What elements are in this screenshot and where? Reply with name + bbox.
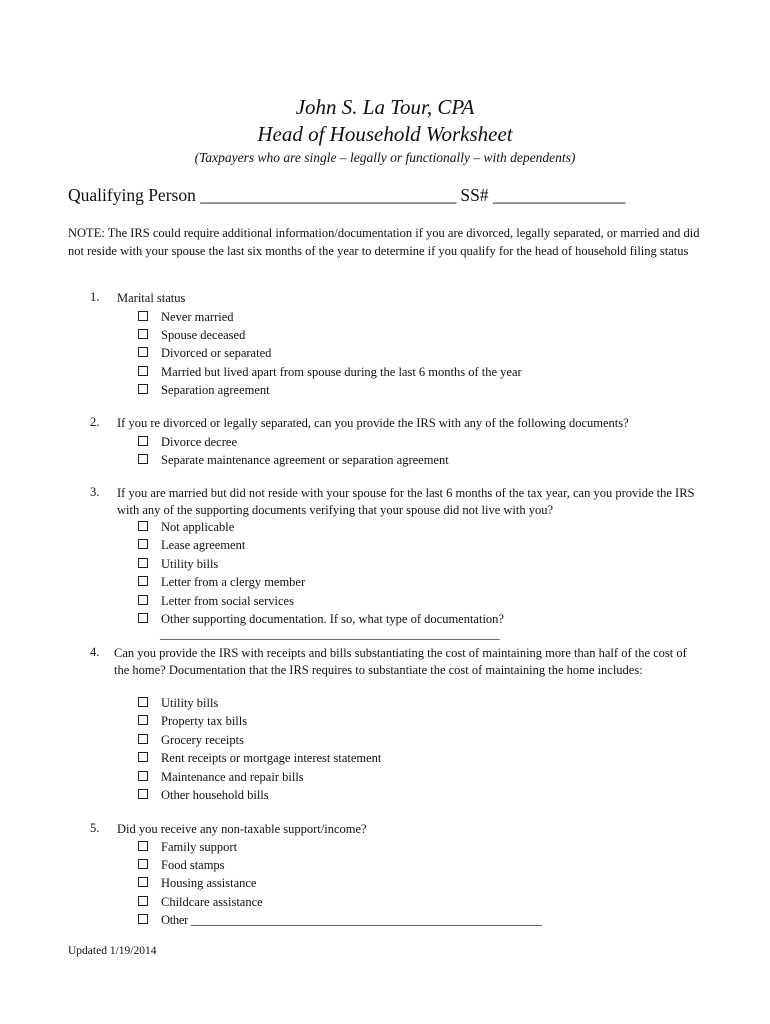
checkbox[interactable] bbox=[138, 771, 148, 781]
checkbox-option[interactable] bbox=[138, 573, 305, 592]
checkbox-option[interactable] bbox=[138, 786, 269, 805]
option-label: Other household bills bbox=[161, 788, 269, 802]
checkbox[interactable] bbox=[138, 715, 148, 725]
option-label: Utility bills bbox=[161, 696, 219, 710]
checkbox[interactable] bbox=[138, 789, 148, 799]
qualifying-person-label: Qualifying Person bbox=[68, 185, 196, 205]
option-label: Not applicable bbox=[161, 520, 235, 534]
checkbox[interactable] bbox=[138, 841, 148, 851]
irs-note: NOTE: The IRS could require additional information/documentation if you are divorced, legally separated, or married and did not reside with your spouse the last six months of the year to determine if you qualify for the head of household filing status bbox=[68, 226, 700, 258]
checkbox[interactable] bbox=[138, 454, 148, 464]
question-number: 3. bbox=[90, 485, 100, 499]
checkbox-option[interactable] bbox=[138, 451, 449, 470]
question-text: If you are married but did not reside with your spouse for the last 6 months of the tax year, can you provide the IRS with any of the supporting documents verifying that your spouse did not live with you? bbox=[117, 486, 695, 517]
ss-field[interactable]: ________________ bbox=[492, 185, 625, 205]
checkbox[interactable] bbox=[138, 521, 148, 531]
checkbox-option[interactable] bbox=[138, 610, 504, 629]
ss-label: SS# bbox=[460, 185, 489, 205]
option-label: Letter from social services bbox=[161, 594, 294, 608]
option-label: Childcare assistance bbox=[161, 895, 263, 909]
checkbox[interactable] bbox=[138, 558, 148, 568]
checkbox[interactable] bbox=[138, 311, 148, 321]
option-label: Other supporting documentation. If so, what type of documentation? bbox=[161, 612, 504, 626]
updated-date: Updated 1/19/2014 bbox=[68, 945, 157, 957]
checkbox[interactable] bbox=[138, 914, 148, 924]
option-label: Divorced or separated bbox=[161, 346, 272, 360]
question-text: Marital status bbox=[117, 291, 186, 305]
checkbox-option[interactable] bbox=[138, 308, 234, 327]
checkbox-option[interactable] bbox=[138, 856, 225, 875]
checkbox[interactable] bbox=[138, 366, 148, 376]
checkbox[interactable] bbox=[138, 384, 148, 394]
checkbox[interactable] bbox=[138, 539, 148, 549]
checkbox-option[interactable] bbox=[138, 555, 218, 574]
qualifying-person-row bbox=[68, 185, 625, 206]
document-subtitle: (Taxpayers who are single – legally or functionally – with dependents) bbox=[194, 150, 576, 165]
question-text: Can you provide the IRS with receipts and bills substantiating the cost of maintaining more than half of the cost of the home? Documentation that the IRS requires to substantiate the cost of maintaining the home includes: bbox=[114, 646, 687, 677]
checkbox[interactable] bbox=[138, 576, 148, 586]
checkbox-option[interactable] bbox=[138, 731, 244, 750]
checkbox-option[interactable] bbox=[138, 326, 245, 345]
checkbox-option[interactable] bbox=[138, 712, 247, 731]
checkbox-option[interactable] bbox=[138, 768, 304, 787]
option-label: Separation agreement bbox=[161, 383, 270, 397]
qualifying-person-field[interactable]: _______________________________ bbox=[200, 185, 456, 205]
option-label: Food stamps bbox=[161, 858, 225, 872]
question-text: If you re divorced or legally separated, can you provide the IRS with any of the following documents? bbox=[117, 416, 629, 430]
question-number: 5. bbox=[90, 821, 100, 835]
option-label: Divorce decree bbox=[161, 435, 237, 449]
question-number: 1. bbox=[90, 290, 100, 304]
option-label: Other ___________________________________________________________ bbox=[161, 913, 542, 927]
checkbox-option[interactable] bbox=[138, 518, 234, 537]
checkbox[interactable] bbox=[138, 347, 148, 357]
checkbox-option[interactable] bbox=[138, 592, 294, 611]
question-number: 2. bbox=[90, 415, 100, 429]
checkbox[interactable] bbox=[138, 896, 148, 906]
option-label: Maintenance and repair bills bbox=[161, 770, 304, 784]
checkbox-option[interactable] bbox=[138, 433, 237, 452]
option-label: Spouse deceased bbox=[161, 328, 246, 342]
checkbox[interactable] bbox=[138, 329, 148, 339]
checkbox[interactable] bbox=[138, 595, 148, 605]
checkbox-option[interactable] bbox=[138, 911, 542, 930]
option-label: Utility bills bbox=[161, 557, 219, 571]
firm-name: John S. La Tour, CPA bbox=[295, 95, 475, 119]
checkbox[interactable] bbox=[138, 697, 148, 707]
option-label: Rent receipts or mortgage interest statement bbox=[161, 751, 382, 765]
option-label: Family support bbox=[161, 840, 238, 854]
checkbox-option[interactable] bbox=[138, 874, 256, 893]
checkbox-option[interactable] bbox=[138, 344, 271, 363]
checkbox[interactable] bbox=[138, 734, 148, 744]
checkbox[interactable] bbox=[138, 436, 148, 446]
documentation-type-field[interactable]: ____________________________________________________________ bbox=[160, 627, 500, 641]
checkbox-option[interactable] bbox=[138, 363, 522, 382]
checkbox-option[interactable] bbox=[138, 749, 381, 768]
checkbox-option[interactable] bbox=[138, 694, 218, 713]
checkbox-option[interactable] bbox=[138, 381, 270, 400]
checkbox-option[interactable] bbox=[138, 893, 263, 912]
checkbox[interactable] bbox=[138, 752, 148, 762]
checkbox[interactable] bbox=[138, 613, 148, 623]
option-label: Never married bbox=[161, 310, 234, 324]
checkbox-option[interactable] bbox=[138, 838, 237, 857]
question-text: Did you receive any non-taxable support/income? bbox=[117, 822, 367, 836]
document-title: Head of Household Worksheet bbox=[257, 122, 513, 146]
option-label: Married but lived apart from spouse during the last 6 months of the year bbox=[161, 365, 522, 379]
option-label: Grocery receipts bbox=[161, 733, 244, 747]
option-label: Lease agreement bbox=[161, 538, 246, 552]
option-label: Housing assistance bbox=[161, 876, 257, 890]
checkbox[interactable] bbox=[138, 859, 148, 869]
question-number: 4. bbox=[90, 645, 100, 659]
option-label: Separate maintenance agreement or separation agreement bbox=[161, 453, 449, 467]
checkbox[interactable] bbox=[138, 877, 148, 887]
option-label: Property tax bills bbox=[161, 714, 248, 728]
checkbox-option[interactable] bbox=[138, 536, 245, 555]
option-label: Letter from a clergy member bbox=[161, 575, 306, 589]
